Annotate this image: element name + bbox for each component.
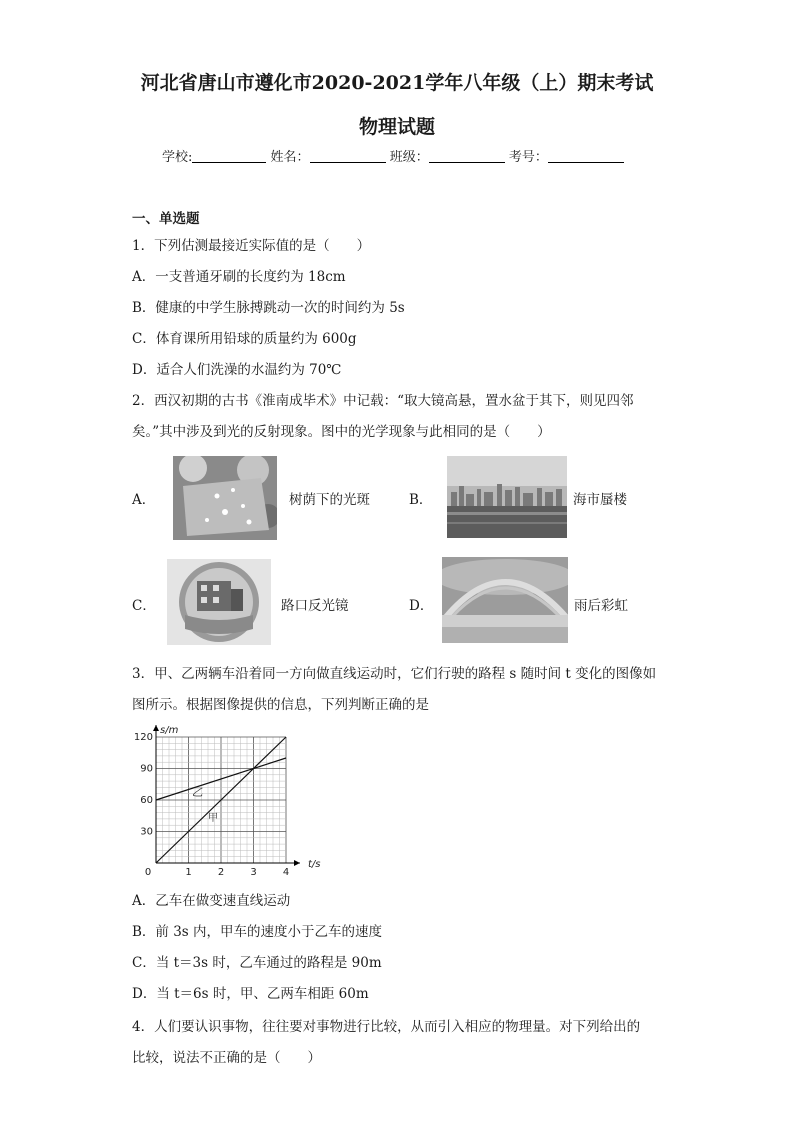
q3-option-a: A．乙车在做变速直线运动 — [132, 893, 291, 909]
q3-option-b: B．前 3s 内，甲车的速度小于乙车的速度 — [132, 924, 383, 940]
name-blank — [310, 150, 386, 163]
convex-road-mirror-image — [167, 559, 271, 645]
x-axis-label: t/s — [308, 859, 321, 870]
q2-option-b-caption: 海市蜃楼 — [573, 492, 627, 508]
q3-stem-line2: 图所示。根据图像提供的信息，下列判断正确的是 — [132, 697, 429, 713]
number-blank — [548, 150, 624, 163]
class-blank — [429, 150, 505, 163]
page-title: 河北省唐山市遵化市2020-2021学年八年级（上）期末考试 — [140, 72, 654, 94]
q2-option-d-letter: D． — [409, 598, 434, 614]
x-tick-label: 2 — [217, 867, 225, 878]
series-label-jia: 甲 — [208, 813, 218, 824]
x-tick-label: 1 — [185, 867, 192, 878]
x-tick-label: 3 — [250, 867, 257, 878]
q1-stem: 1．下列估测最接近实际值的是（ ） — [132, 238, 371, 254]
q4-stem-line1: 4．人们要认识事物，往往要对事物进行比较，从而引入相应的物理量。对下列给出的 — [132, 1019, 641, 1035]
y-axis-label: s/m — [160, 725, 179, 736]
y-tick-label: 90 — [140, 763, 153, 775]
q2-stem-line2: 矣。”其中涉及到光的反射现象。图中的光学现象与此相同的是（ ） — [132, 424, 551, 440]
q3-option-c: C．当 t＝3s 时，乙车通过的路程是 90m — [132, 955, 382, 971]
shadow-light-spots-image — [173, 456, 277, 540]
q3-stem-line1: 3．甲、乙两辆车沿着同一方向做直线运动时，它们行驶的路程 s 随时间 t 变化的图像如 — [132, 666, 657, 682]
q2-option-a-caption: 树荫下的光斑 — [289, 492, 370, 508]
y-tick-label: 30 — [140, 826, 153, 838]
x-tick-label: 0 — [144, 867, 152, 878]
q2-option-b-letter: B． — [409, 492, 433, 508]
rainbow-over-field-image — [442, 557, 568, 643]
q2-option-d-caption: 雨后彩虹 — [574, 598, 628, 614]
page-subtitle: 物理试题 — [358, 116, 435, 138]
q4-stem-line2: 比较，说法不正确的是（ ） — [132, 1050, 321, 1066]
q2-option-c-caption: 路口反光镜 — [281, 598, 349, 614]
school-blank — [192, 150, 266, 163]
y-tick-label: 120 — [133, 732, 153, 743]
q1-option-d: D．适合人们洗澡的水温约为 70℃ — [132, 362, 342, 378]
y-tick-label: 60 — [140, 795, 153, 806]
q1-option-b: B．健康的中学生脉搏跳动一次的时间约为 5s — [132, 300, 405, 316]
q2-option-c-letter: C． — [132, 598, 156, 614]
q1-option-c: C．体育课所用铅球的质量约为 600g — [132, 331, 357, 347]
q2-option-a-letter: A． — [132, 492, 156, 508]
class-label: 班级： — [389, 150, 429, 165]
mirage-city-skyline-image — [447, 456, 567, 538]
school-label: 学校: — [162, 150, 193, 165]
student-info-row — [162, 146, 624, 165]
q2-stem-line1: 2．西汉初期的古书《淮南成毕术》中记载：“取大镜高悬，置水盆于其下，则见四邻 — [132, 393, 634, 409]
q1-option-a: A．一支普通牙刷的长度约为 18cm — [132, 269, 346, 285]
section-title: 一、单选题 — [132, 211, 200, 227]
name-label: 姓名： — [270, 150, 310, 165]
x-tick-label: 4 — [282, 867, 290, 878]
series-label-yi: 乙 — [191, 785, 203, 799]
q3-option-d: D．当 t＝6s 时，甲、乙两车相距 60m — [132, 986, 369, 1002]
y-axis-arrow — [153, 725, 159, 731]
number-label: 考号： — [508, 150, 548, 165]
distance-time-chart — [132, 716, 322, 878]
x-axis-arrow — [294, 860, 300, 866]
